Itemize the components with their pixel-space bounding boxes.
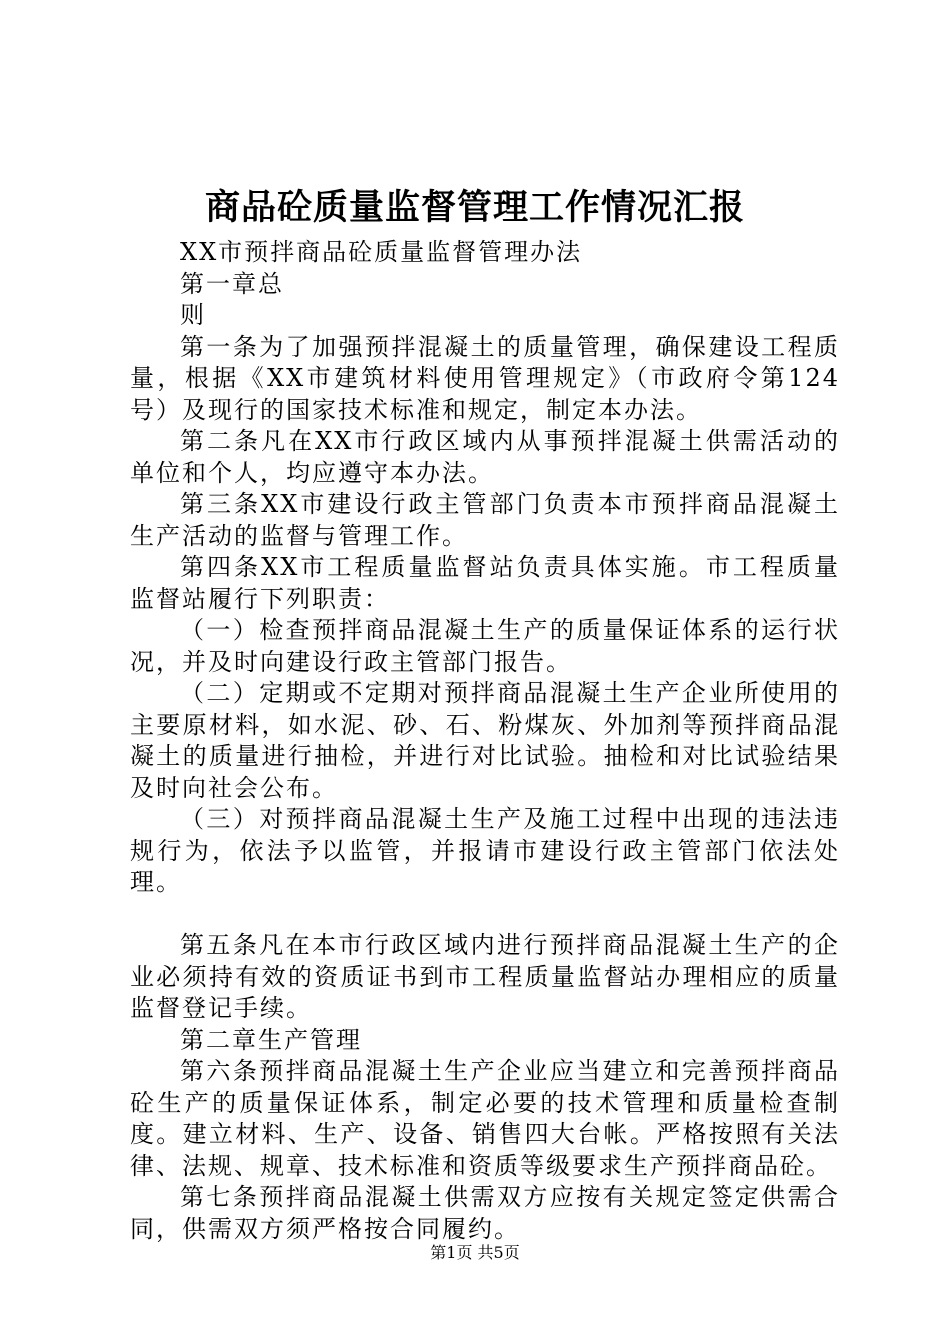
- paragraph: （二）定期或不定期对预拌商品混凝土生产企业所使用的主要原材料，如水泥、砂、石、粉煤灰、外加剂等预拌商品混凝土的质量进行抽检，并进行对比试验。抽检和对比试验结果及时向社会公布。: [130, 679, 840, 802]
- paragraph: 第二条凡在XX市行政区域内从事预拌混凝土供需活动的单位和个人，均应遵守本办法。: [130, 427, 840, 487]
- paragraph: 第三条XX市建设行政主管部门负责本市预拌商品混凝土生产活动的监督与管理工作。: [130, 490, 840, 550]
- paragraph: （一）检查预拌商品混凝土生产的质量保证体系的运行状况，并及时向建设行政主管部门报告。: [130, 616, 840, 676]
- document-title: 商品砼质量监督管理工作情况汇报: [204, 187, 745, 228]
- paragraph: 第二章生产管理: [180, 1025, 362, 1054]
- paragraph: XX市预拌商品砼质量监督管理办法: [180, 238, 583, 266]
- paragraph: 第六条预拌商品混凝土生产企业应当建立和完善预拌商品砼生产的质量保证体系，制定必要的技术管理和质量检查制度。建立材料、生产、设备、销售四大台帐。严格按照有关法律、法规、规章、技术标准和资质等级要求生产预拌商品砼。: [130, 1057, 840, 1180]
- paragraph: 第一章总: [180, 269, 284, 298]
- paragraph: （三）对预拌商品混凝土生产及施工过程中出现的违法违规行为，依法予以监管，并报请市建设行政主管部门依法处理。: [130, 805, 840, 896]
- paragraph: 第五条凡在本市行政区域内进行预拌商品混凝土生产的企业必须持有效的资质证书到市工程质量监督站办理相应的质量监督登记手续。: [130, 931, 840, 1022]
- paragraph: 则: [180, 301, 206, 329]
- paragraph: 第七条预拌商品混凝土供需双方应按有关规定签定供需合同，供需双方须严格按合同履约。: [130, 1183, 840, 1243]
- document-body: [130, 237, 840, 1245]
- paragraph: 第四条XX市工程质量监督站负责具体实施。市工程质量监督站履行下列职责：: [130, 553, 840, 613]
- blank-line: [130, 899, 840, 931]
- paragraph: 第一条为了加强预拌混凝土的质量管理，确保建设工程质量，根据《XX市建筑材料使用管理规定》（市政府令第124号）及现行的国家技术标准和规定，制定本办法。: [130, 332, 840, 424]
- page-footer: 第1页 共5页: [430, 1243, 520, 1262]
